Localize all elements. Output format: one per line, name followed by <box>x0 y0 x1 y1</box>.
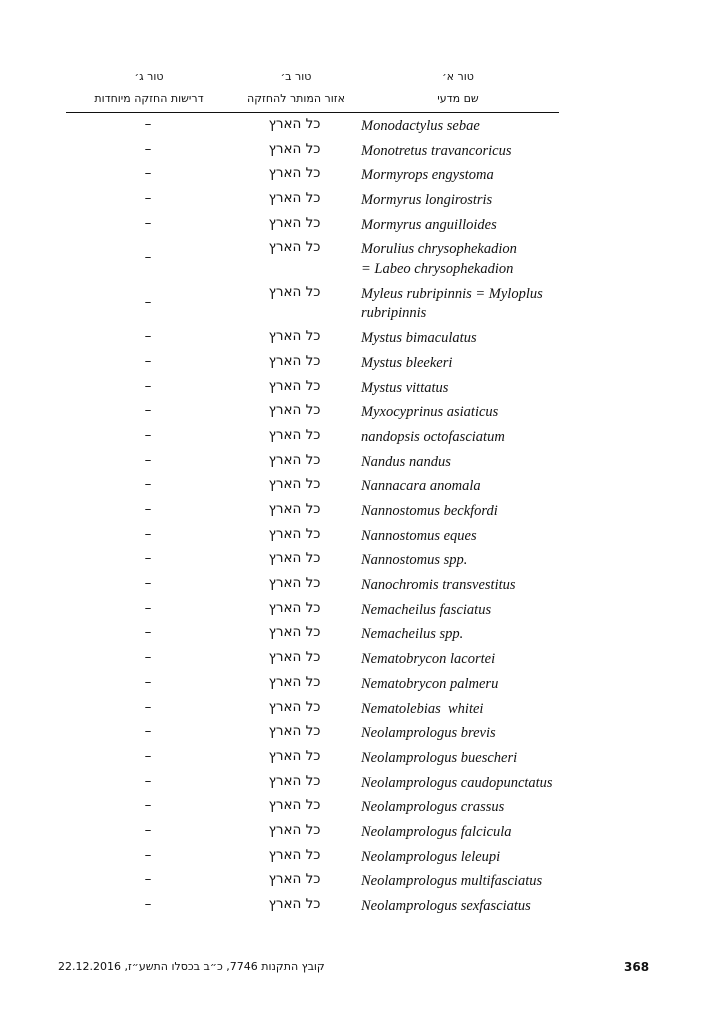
permitted-area: כל הארץ <box>268 846 321 863</box>
scientific-name: Nannostomus spp. <box>361 552 468 569</box>
permitted-area: כל הארץ <box>268 476 321 493</box>
scientific-name: Mystus vittatus <box>361 379 449 396</box>
table-row <box>0 351 725 376</box>
special-requirements: – <box>144 797 152 814</box>
table-row <box>0 869 725 894</box>
scientific-name: Neolamprologus sexfasciatus <box>361 898 531 915</box>
table-row <box>0 598 725 623</box>
permitted-area: כל הארץ <box>268 797 321 814</box>
scientific-name: Nanochromis transvestitus <box>361 577 516 594</box>
permitted-area: כל הארץ <box>268 673 321 690</box>
scientific-name: Nannacara anomala <box>361 478 481 495</box>
scientific-name: Nandus nandus <box>361 453 451 470</box>
permitted-area: כל הארץ <box>268 377 321 394</box>
special-requirements: – <box>144 328 152 345</box>
permitted-area: כל הארץ <box>268 190 321 207</box>
special-requirements: – <box>144 846 152 863</box>
permitted-area: כל הארץ <box>268 723 321 740</box>
scientific-name: Nemacheilus spp. <box>361 626 464 643</box>
scientific-name: nandopsis octofasciatum <box>361 428 505 445</box>
table-row <box>0 845 725 870</box>
permitted-area: כל הארץ <box>268 426 321 443</box>
scientific-name: Myxocyprinus asiaticus <box>361 404 499 421</box>
special-requirements: – <box>144 501 152 518</box>
table-row <box>0 114 725 139</box>
scientific-name: Monodactylus sebae <box>361 118 480 134</box>
scientific-name: Neolamprologus falcicula <box>361 823 512 840</box>
column-c-title: טור ג׳ <box>134 70 164 83</box>
table-row <box>0 894 725 919</box>
table-row <box>0 622 725 647</box>
permitted-area: כל הארץ <box>268 451 321 468</box>
special-requirements: – <box>144 165 152 182</box>
permitted-area: כל הארץ <box>268 501 321 518</box>
scientific-name: Nannostomus eques <box>361 527 477 544</box>
special-requirements: – <box>144 402 152 419</box>
special-requirements: – <box>144 673 152 690</box>
special-requirements: – <box>144 649 152 666</box>
header-divider <box>66 112 559 113</box>
permitted-area: כל הארץ <box>268 599 321 616</box>
table-row <box>0 188 725 213</box>
special-requirements: – <box>144 116 152 132</box>
table-row <box>0 795 725 820</box>
table-row <box>0 672 725 697</box>
scientific-name: Neolamprologus caudopunctatus <box>361 774 553 791</box>
special-requirements: – <box>144 140 152 157</box>
scientific-name: Mystus bimaculatus <box>361 330 477 347</box>
special-requirements: – <box>144 249 152 266</box>
permitted-area: כל הארץ <box>268 896 321 913</box>
permitted-area: כל הארץ <box>268 698 321 715</box>
special-requirements: – <box>144 772 152 789</box>
scientific-name: Morulius chrysophekadion = Labeo chrysophekadion <box>361 241 517 277</box>
table-row <box>0 499 725 524</box>
table-row <box>0 139 725 164</box>
page-number: 368 <box>624 960 650 974</box>
permitted-area: כל הארץ <box>268 239 321 256</box>
scientific-name: Neolamprologus brevis <box>361 725 496 742</box>
scientific-name: Myleus rubripinnis = Myloplus rubripinnis <box>361 285 543 322</box>
permitted-area: כל הארץ <box>268 871 321 888</box>
species-table <box>0 114 725 919</box>
scientific-name: Mystus bleekeri <box>361 354 453 371</box>
scientific-name: Nematolebias whitei <box>361 700 484 717</box>
special-requirements: – <box>144 476 152 493</box>
table-row <box>0 721 725 746</box>
special-requirements: – <box>144 896 152 913</box>
permitted-area: כל הארץ <box>268 550 321 567</box>
table-row <box>0 282 725 326</box>
special-requirements: – <box>144 190 152 207</box>
scientific-name: Mormyrops engystoma <box>361 167 494 184</box>
permitted-area: כל הארץ <box>268 283 321 300</box>
scientific-name: Mormyrus longirostris <box>361 192 493 209</box>
special-requirements: – <box>144 426 152 443</box>
table-row <box>0 400 725 425</box>
scientific-name: Neolamprologus crassus <box>361 799 505 816</box>
table-row <box>0 376 725 401</box>
table-row <box>0 524 725 549</box>
special-requirements: – <box>144 451 152 468</box>
scientific-name: Nematobrycon palmeru <box>361 675 499 692</box>
special-requirements: – <box>144 293 152 310</box>
permitted-area: כל הארץ <box>268 821 321 838</box>
table-row <box>0 573 725 598</box>
permitted-area: כל הארץ <box>268 165 321 182</box>
special-requirements: – <box>144 821 152 838</box>
table-row <box>0 326 725 351</box>
special-requirements: – <box>144 550 152 567</box>
table-row <box>0 548 725 573</box>
column-b-title: טור ב׳ <box>280 70 312 83</box>
permitted-area: כל הארץ <box>268 575 321 592</box>
scientific-name: Neolamprologus multifasciatus <box>361 873 543 890</box>
scientific-name: Nannostomus beckfordi <box>361 503 498 520</box>
table-row <box>0 425 725 450</box>
special-requirements: – <box>144 871 152 888</box>
column-b-subtitle: אזור המותר להחזקה <box>247 92 345 105</box>
column-a-subtitle: שם מדעי <box>437 92 479 105</box>
permitted-area: כל הארץ <box>268 525 321 542</box>
special-requirements: – <box>144 723 152 740</box>
permitted-area: כל הארץ <box>268 328 321 345</box>
special-requirements: – <box>144 352 152 369</box>
permitted-area: כל הארץ <box>268 772 321 789</box>
table-row <box>0 647 725 672</box>
permitted-area: כל הארץ <box>268 402 321 419</box>
column-a-title: טור א׳ <box>442 70 474 83</box>
table-row <box>0 237 725 281</box>
special-requirements: – <box>144 698 152 715</box>
permitted-area: כל הארץ <box>268 747 321 764</box>
scientific-name: Neolamprologus buescheri <box>361 749 518 766</box>
special-requirements: – <box>144 377 152 394</box>
table-row <box>0 746 725 771</box>
permitted-area: כל הארץ <box>268 214 321 231</box>
scientific-name: Monotretus travancoricus <box>361 142 512 159</box>
permitted-area: כל הארץ <box>268 624 321 641</box>
special-requirements: – <box>144 214 152 231</box>
table-row <box>0 213 725 238</box>
special-requirements: – <box>144 624 152 641</box>
table-row <box>0 820 725 845</box>
permitted-area: כל הארץ <box>268 140 321 157</box>
scientific-name: Neolamprologus leleupi <box>361 848 501 865</box>
column-c-subtitle: דרישות החזקה מיוחדות <box>94 92 204 105</box>
table-row <box>0 697 725 722</box>
permitted-area: כל הארץ <box>268 649 321 666</box>
table-row <box>0 163 725 188</box>
table-row <box>0 474 725 499</box>
table-row <box>0 771 725 796</box>
scientific-name: Nematobrycon lacortei <box>361 651 496 668</box>
special-requirements: – <box>144 575 152 592</box>
table-row <box>0 450 725 475</box>
permitted-area: כל הארץ <box>268 352 321 369</box>
special-requirements: – <box>144 747 152 764</box>
special-requirements: – <box>144 525 152 542</box>
scientific-name: Mormyrus anguilloides <box>361 216 497 233</box>
permitted-area: כל הארץ <box>268 116 321 132</box>
special-requirements: – <box>144 599 152 616</box>
scientific-name: Nemacheilus fasciatus <box>361 601 492 618</box>
footer-gazette-title: קובץ התקנות 7746, כ״ב בכסלו התשע״ז, 22.12.2016 <box>58 960 325 973</box>
